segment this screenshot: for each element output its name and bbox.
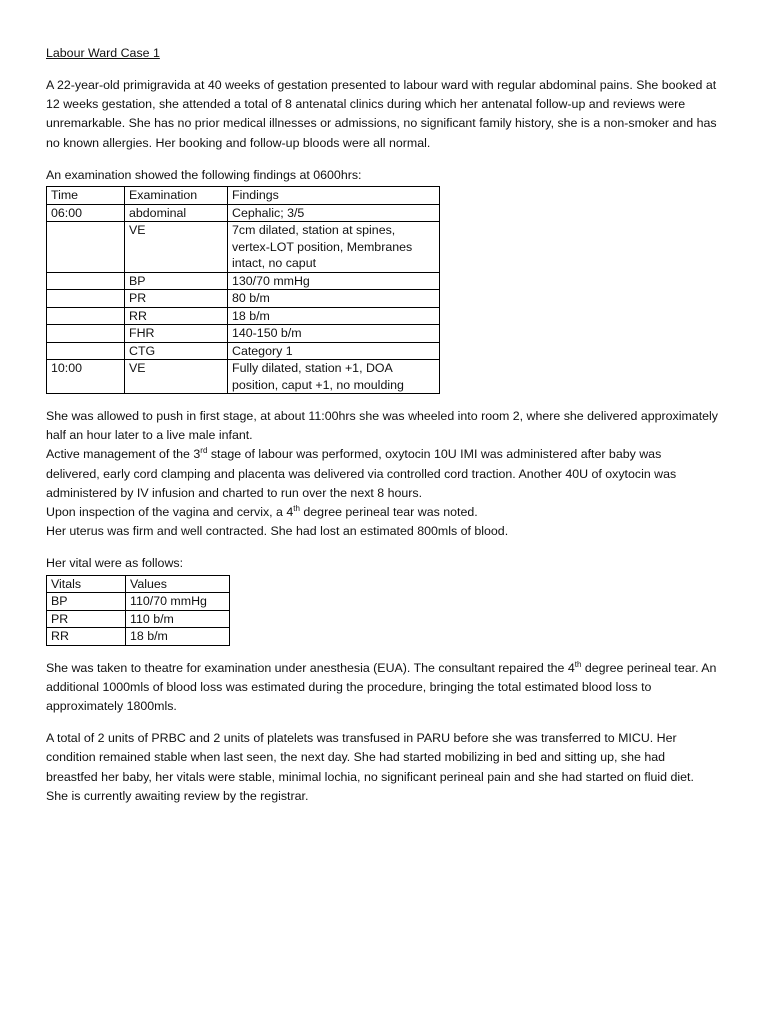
exam-cell: 130/70 mmHg <box>228 272 440 290</box>
delivery-paragraph-1: She was allowed to push in first stage, at about 11:00hrs she was wheeled into room 2, where she delivered approximately half an hour later to a live male infant. <box>46 409 718 443</box>
exam-cell: BP <box>125 272 228 290</box>
table-row <box>47 342 440 360</box>
intro-paragraph: A 22-year-old primigravida at 40 weeks of gestation presented to labour ward with regular abdominal pains. She booked at 12 weeks gestation, she attended a total of 8 antenatal clinics during which her antenatal follow-up and reviews were unremarkable. She has no prior medical illnesses or admissions, no significant family history, she is a non-smoker and has no known allergies. Her booking and follow-up bloods were all normal. <box>46 78 717 150</box>
exam-cell: VE <box>125 222 228 273</box>
exam-cell <box>47 307 125 325</box>
exam-cell: PR <box>125 290 228 308</box>
vitals-header-row <box>47 575 230 593</box>
exam-cell: FHR <box>125 325 228 343</box>
delivery-paragraph-2: Active management of the 3rd stage of labour was performed, oxytocin 10U IMI was administered after baby was delivered, early cord clamping and placenta was delivered via controlled cord traction. Another 40U of oxytocin was administered by IV infusion and charted to run over the next 8 hours. <box>46 446 677 500</box>
exam-cell <box>47 325 125 343</box>
document-title: Labour Ward Case 1 <box>46 46 160 60</box>
vitals-cell: RR <box>47 628 126 646</box>
exam-cell: Category 1 <box>228 342 440 360</box>
exam-cell: 80 b/m <box>228 290 440 308</box>
table-row <box>47 307 440 325</box>
final-paragraph: A total of 2 units of PRBC and 2 units of platelets was transfused in PARU before she was transferred to MICU. Her condition remained stable when last seen, the next day. She had started mobilizing in bed and sitting up, she had breastfed her baby, her vitals were stable, minimal lochia, no significant perineal pain and she had started on fluid diet. She is currently awaiting review by the registrar. <box>46 731 694 803</box>
exam-header-row <box>47 187 440 205</box>
exam-cell: 7cm dilated, station at spines, vertex-LOT position, Membranes intact, no caput <box>228 222 440 273</box>
exam-cell: 06:00 <box>47 204 125 222</box>
exam-cell: abdominal <box>125 204 228 222</box>
theatre-paragraph: She was taken to theatre for examination under anesthesia (EUA). The consultant repaired the 4th degree perineal tear. An additional 1000mls of blood loss was estimated during the procedure, bringing the total estimated blood loss to approximately 1800mls. <box>46 659 717 714</box>
delivery-paragraph-4: Her uterus was firm and well contracted. She had lost an estimated 800mls of blood. <box>46 524 509 539</box>
table-row <box>47 290 440 308</box>
examination-table <box>46 186 440 394</box>
exam-cell: Cephalic; 3/5 <box>228 204 440 222</box>
exam-cell <box>47 222 125 273</box>
exam-cell: RR <box>125 307 228 325</box>
vitals-table <box>46 575 230 646</box>
table-row <box>47 325 440 343</box>
table-row <box>47 204 440 222</box>
vitals-header-cell: Values <box>126 575 230 593</box>
table-row <box>47 593 230 611</box>
exam-cell: Fully dilated, station +1, DOA position, caput +1, no moulding <box>228 360 440 394</box>
vitals-cell: 110/70 mmHg <box>126 593 230 611</box>
exam-cell: CTG <box>125 342 228 360</box>
exam-cell <box>47 290 125 308</box>
vitals-cell: PR <box>47 610 126 628</box>
exam-header-cell: Examination <box>125 187 228 205</box>
table-row <box>47 610 230 628</box>
exam-header-cell: Findings <box>228 187 440 205</box>
exam-cell <box>47 272 125 290</box>
exam-cell <box>47 342 125 360</box>
exam-cell: 18 b/m <box>228 307 440 325</box>
vitals-cell: 18 b/m <box>126 628 230 646</box>
vitals-caption: Her vital were as follows: <box>46 556 184 571</box>
vitals-cell: BP <box>47 593 126 611</box>
exam-cell: VE <box>125 360 228 394</box>
exam-header-cell: Time <box>47 187 125 205</box>
exam-cell: 10:00 <box>47 360 125 394</box>
table-row <box>47 222 440 273</box>
exam-cell: 140-150 b/m <box>228 325 440 343</box>
vitals-cell: 110 b/m <box>126 610 230 628</box>
exam-caption: An examination showed the following findings at 0600hrs: <box>46 167 362 182</box>
delivery-paragraph-3: Upon inspection of the vagina and cervix, a 4th degree perineal tear was noted. <box>46 503 478 520</box>
table-row <box>47 628 230 646</box>
table-row <box>47 360 440 394</box>
table-row <box>47 272 440 290</box>
vitals-header-cell: Vitals <box>47 575 126 593</box>
